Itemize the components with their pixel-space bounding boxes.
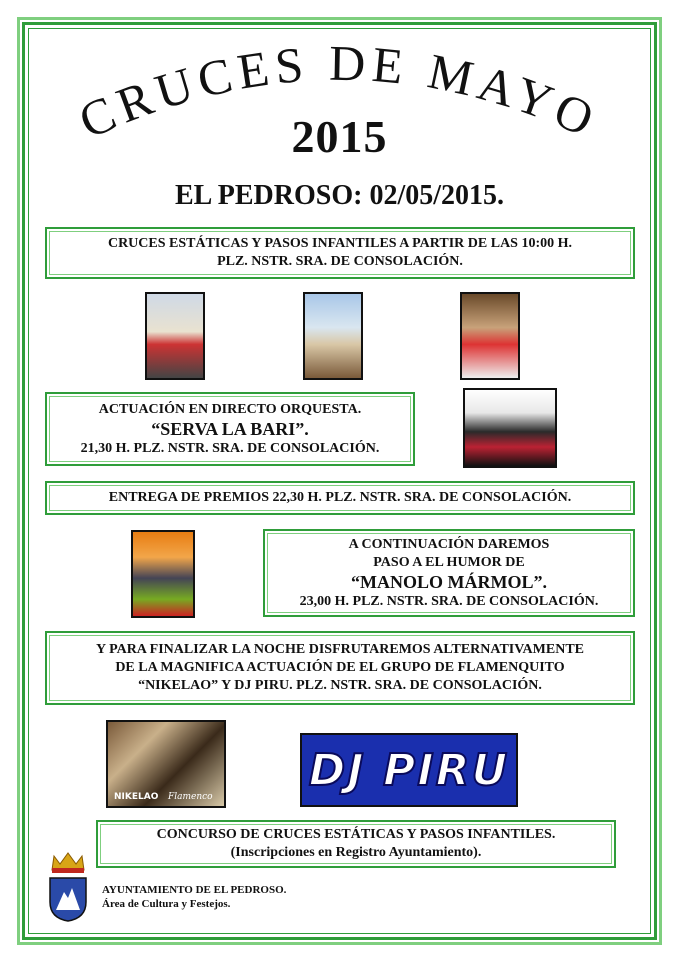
contest-box	[96, 820, 616, 868]
contest-line-2: (Inscripciones en Registro Ayuntamiento).	[230, 845, 482, 860]
contest-line-1: CONCURSO DE CRUCES ESTÁTICAS Y PASOS INFANTILES.	[156, 827, 556, 842]
photo-orchestra	[463, 388, 557, 468]
finale-line-2: DE LA MAGNIFICA ACTUACIÓN DE EL GRUPO DE FLAMENQUITO	[115, 660, 565, 675]
nikelao-label: NIKELAO	[114, 792, 159, 802]
photo-cross-1	[145, 292, 205, 380]
crosses-line-1: CRUCES ESTÁTICAS Y PASOS INFANTILES A PARTIR DE LAS 10:00 H.	[107, 236, 573, 251]
finale-line-1: Y PARA FINALIZAR LA NOCHE DISFRUTAREMOS ALTERNATIVAMENTE	[95, 642, 584, 657]
poster-dateline: EL PEDROSO: 02/05/2015.	[174, 180, 505, 211]
finale-line-3: “NIKELAO” Y DJ PIRU. PLZ. NSTR. SRA. DE CONSOLACIÓN.	[138, 678, 542, 693]
prizes-line-1: ENTREGA DE PREMIOS 22,30 H. PLZ. NSTR. SRA. DE CONSOLACIÓN.	[108, 490, 572, 505]
crown-icon	[48, 850, 88, 874]
crosses-line-2: PLZ. NSTR. SRA. DE CONSOLACIÓN.	[217, 254, 463, 269]
humor-box	[263, 529, 635, 617]
crosses-box	[45, 227, 635, 279]
humor-line-4: 23,00 H. PLZ. NSTR. SRA. DE CONSOLACIÓN.	[299, 593, 599, 609]
orchestra-line-1: ACTUACIÓN EN DIRECTO ORQUESTA.	[98, 401, 362, 417]
coat-of-arms-icon	[48, 876, 88, 922]
orchestra-name: “SERVA LA BARI”.	[151, 418, 309, 439]
finale-box	[45, 631, 635, 705]
dj-piru-logo	[300, 733, 518, 807]
orchestra-line-3: 21,30 H. PLZ. NSTR. SRA. DE CONSOLACIÓN.	[80, 440, 380, 456]
photo-cross-3	[460, 292, 520, 380]
nikelao-sublabel: Flamenco	[168, 792, 213, 802]
photo-cross-2	[303, 292, 363, 380]
dj-piru-logo-text: DJ PIRU	[308, 744, 510, 796]
humor-name: “MANOLO MÁRMOL”.	[351, 571, 547, 592]
svg-text:CRUCES DE MAYO: CRUCES DE MAYO	[70, 34, 608, 150]
humor-line-2: PASO A EL HUMOR DE	[373, 554, 525, 570]
footer-line-2: Área de Cultura y Festejos.	[102, 898, 231, 910]
prizes-box	[45, 481, 635, 515]
humor-line-1: A CONTINUACIÓN DAREMOS	[348, 536, 550, 552]
footer-text	[102, 883, 286, 911]
orchestra-box	[45, 392, 415, 466]
photo-humorist	[131, 530, 195, 618]
footer-line-1: AYUNTAMIENTO DE EL PEDROSO.	[102, 884, 287, 896]
poster-year: 2015	[291, 111, 388, 162]
